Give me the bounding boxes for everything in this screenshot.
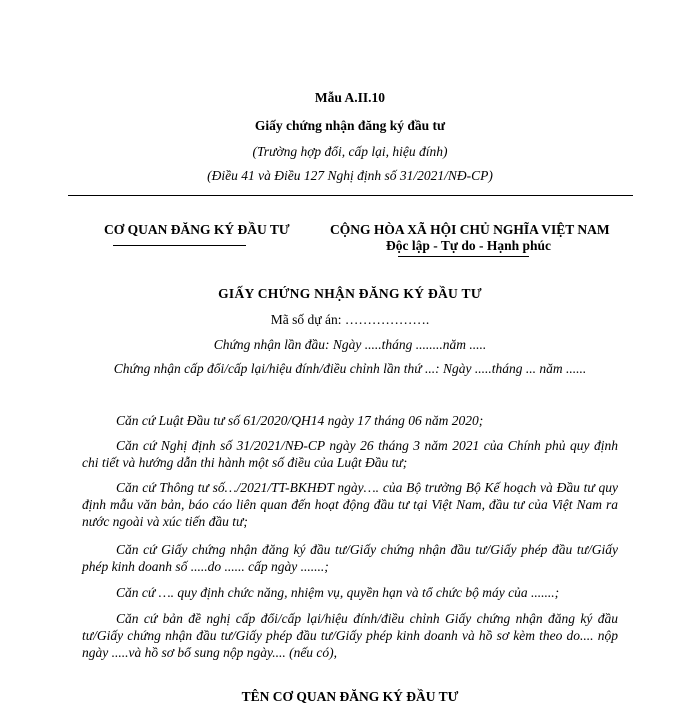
legal-paragraph: Căn cứ bản đề nghị cấp đổi/cấp lại/hiệu đính/điều chỉnh Giấy chứng nhận đăng ký đầu tư/Giấy chứng nhận đầu tư/Giấy phép đầu tư/Giấy phép kinh doanh và hồ sơ kèm theo do.... nộp ngày .....và hồ sơ bổ sung nộp ngày.... (nếu có), <box>82 611 618 660</box>
agency-underline <box>113 245 246 246</box>
reissue-date: Chứng nhận cấp đổi/cấp lại/hiệu đính/điều chỉnh lần thứ ...: Ngày .....tháng ... năm ...... <box>113 361 587 376</box>
first-issue-date: Chứng nhận lần đầu: Ngày .....tháng ........năm ..... <box>213 337 487 352</box>
nation-name: CỘNG HÒA XÃ HỘI CHỦ NGHĨA VIỆT NAM <box>330 222 610 237</box>
top-divider <box>68 195 633 196</box>
legal-paragraph: Căn cứ Thông tư số…/2021/TT-BKHĐT ngày…. của Bộ trưởng Bộ Kế hoạch và Đầu tư quy định mẫu văn bản, báo cáo liên quan đến hoạt động đầu tư tại Việt Nam, đầu tư của Việt Nam ra nước ngoài và xúc tiến đầu tư; <box>82 480 618 529</box>
legal-paragraph: Căn cứ Nghị định số 31/2021/NĐ-CP ngày 26 tháng 3 năm 2021 của Chính phủ quy định chi tiết và hướng dẫn thi hành một số điều của Luật Đầu tư; <box>82 438 618 470</box>
certificate-title: GIẤY CHỨNG NHẬN ĐĂNG KÝ ĐẦU TƯ <box>218 286 482 301</box>
form-case: (Trường hợp đổi, cấp lại, hiệu đính) <box>252 144 448 159</box>
form-legal-basis: (Điều 41 và Điều 127 Nghị định số 31/2021/NĐ-CP) <box>207 168 493 183</box>
legal-paragraph: Căn cứ Luật Đầu tư số 61/2020/QH14 ngày 17 tháng 06 năm 2020; <box>116 413 484 428</box>
motto-underline <box>398 256 529 257</box>
project-code: Mã số dự án: ………………. <box>270 312 430 327</box>
form-title: Giấy chứng nhận đăng ký đầu tư <box>254 118 446 133</box>
legal-paragraph: Căn cứ Giấy chứng nhận đăng ký đầu tư/Giấy chứng nhận đầu tư/Giấy phép đầu tư/Giấy phép kinh doanh số .....do ...... cấp ngày .......; <box>82 542 618 574</box>
national-motto: Độc lập - Tự do - Hạnh phúc <box>386 238 552 253</box>
bottom-heading: TÊN CƠ QUAN ĐĂNG KÝ ĐẦU TƯ <box>241 689 459 704</box>
form-number: Mẫu A.II.10 <box>314 90 386 105</box>
legal-paragraph: Căn cứ …. quy định chức năng, nhiệm vụ, quyền hạn và tổ chức bộ máy của .......; <box>116 585 560 600</box>
agency-name: CƠ QUAN ĐĂNG KÝ ĐẦU TƯ <box>104 222 290 237</box>
